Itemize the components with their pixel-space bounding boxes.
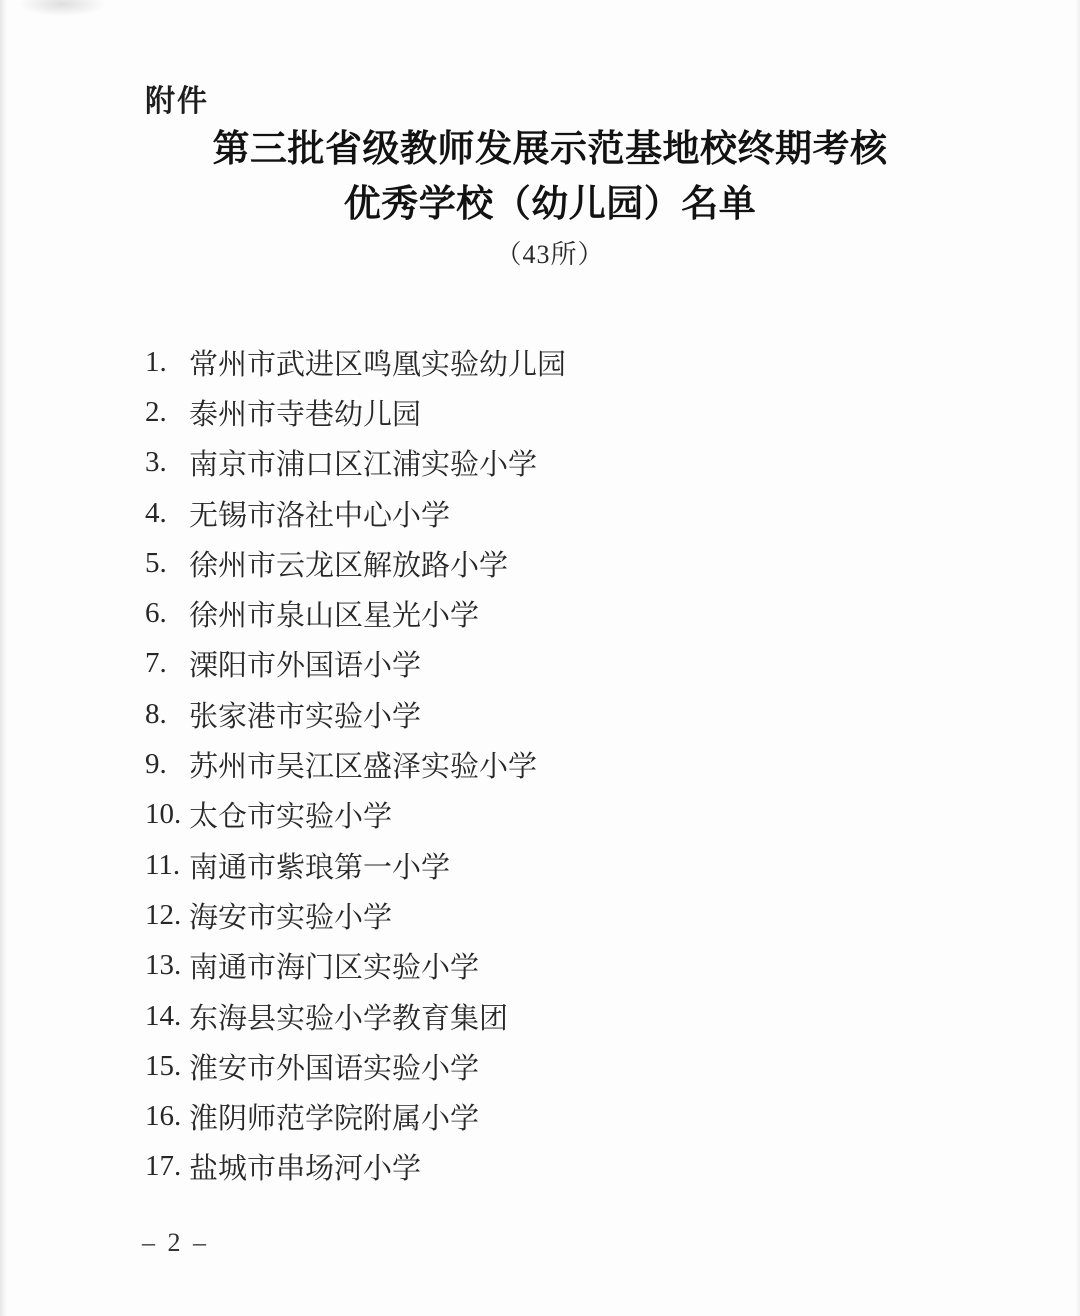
list-item	[145, 991, 566, 1041]
document-title	[20, 122, 1080, 232]
school-name: 溧阳市外国语小学	[189, 650, 422, 683]
school-name: 无锡市洛社中心小学	[189, 499, 451, 532]
school-name: 泰州市寺巷幼儿园	[189, 398, 422, 431]
scan-edge-shadow-left	[0, 0, 7, 1316]
list-item	[145, 890, 566, 940]
list-item	[145, 1142, 566, 1192]
school-name: 太仓市实验小学	[189, 801, 393, 834]
item-number: 11.	[145, 848, 181, 881]
school-name: 淮阴师范学院附属小学	[189, 1103, 480, 1136]
item-number: 13.	[145, 949, 182, 982]
item-number: 5.	[145, 546, 167, 579]
item-number: 6.	[145, 597, 167, 630]
item-number: 2.	[145, 395, 167, 428]
page-number: – 2 –	[142, 1228, 209, 1257]
school-name: 南通市海门区实验小学	[189, 952, 480, 985]
school-name: 南京市浦口区江浦实验小学	[189, 449, 538, 482]
item-number: 7.	[145, 647, 167, 680]
school-name: 张家港市实验小学	[189, 700, 422, 733]
list-item	[145, 1041, 566, 1091]
school-name: 南通市紫琅第一小学	[189, 851, 451, 884]
item-number: 12.	[145, 898, 182, 931]
list-item	[145, 689, 566, 739]
list-item	[145, 941, 566, 991]
item-number: 1.	[145, 345, 167, 378]
list-item	[145, 1091, 566, 1141]
school-name: 徐州市泉山区星光小学	[189, 600, 480, 633]
item-number: 17.	[145, 1150, 182, 1183]
school-name: 盐城市串场河小学	[189, 1153, 422, 1186]
list-item	[145, 438, 566, 488]
school-name: 淮安市外国语实验小学	[189, 1052, 480, 1085]
school-list	[145, 337, 566, 1192]
list-item	[145, 639, 566, 689]
item-number: 3.	[145, 446, 167, 479]
list-item	[145, 337, 566, 387]
item-number: 14.	[145, 999, 182, 1032]
school-name: 徐州市云龙区解放路小学	[189, 549, 509, 582]
school-name: 苏州市吴江区盛泽实验小学	[189, 751, 538, 784]
item-number: 8.	[145, 697, 167, 730]
item-number: 4.	[145, 496, 167, 529]
list-item	[145, 588, 566, 638]
list-item	[145, 387, 566, 437]
item-number: 9.	[145, 748, 167, 781]
list-item	[145, 790, 566, 840]
school-name: 东海县实验小学教育集团	[189, 1002, 509, 1035]
attachment-label: 附件	[145, 85, 209, 118]
item-number: 16.	[145, 1100, 182, 1133]
list-item	[145, 739, 566, 789]
list-item	[145, 538, 566, 588]
list-item	[145, 488, 566, 538]
school-name: 常州市武进区鸣凰实验幼儿园	[189, 348, 567, 381]
item-number: 15.	[145, 1049, 182, 1082]
school-count-note: （43所）	[495, 240, 605, 269]
document-title-line1: 第三批省级教师发展示范基地校终期考核	[212, 129, 888, 170]
list-item	[145, 840, 566, 890]
school-name: 海安市实验小学	[189, 901, 393, 934]
scan-smudge-artifact	[20, 0, 105, 16]
item-number: 10.	[145, 798, 182, 831]
document-title-line2: 优秀学校（幼儿园）名单	[343, 184, 757, 225]
